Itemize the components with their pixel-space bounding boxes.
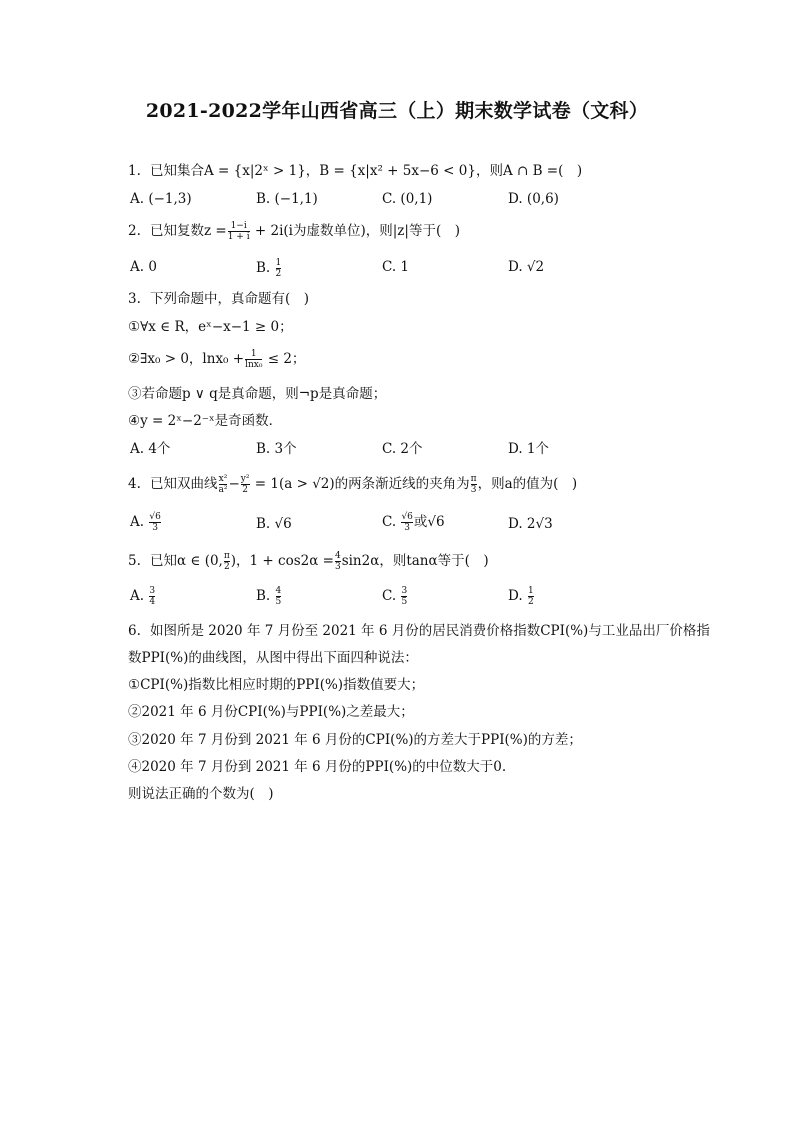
statement-4: ④2020 年 7 月份到 2021 年 6 月份的PPI(%)的中位数大于0. bbox=[128, 759, 507, 775]
option-a: A. $\frac{3}{4}$ bbox=[130, 586, 156, 607]
option-d: D. 2√3 bbox=[508, 516, 553, 532]
option-a: A. 0 bbox=[130, 259, 157, 275]
option-d: D. 1个 bbox=[508, 441, 550, 457]
question-3 bbox=[128, 290, 309, 308]
page-title: 2021-2022学年山西省高三（上）期末数学试卷（文科） bbox=[145, 100, 649, 122]
question-number: 4. bbox=[128, 476, 141, 492]
statement-1: ①∀x ∈ R，eˣ−x−1 ≥ 0； bbox=[128, 319, 293, 335]
statement-3: ③2020 年 7 月份到 2021 年 6 月份的CPI(%)的方差大于PPI(%)的方差； bbox=[128, 732, 582, 748]
statement-4: ④y = 2ˣ−2⁻ˣ是奇函数． bbox=[128, 413, 283, 429]
option-b: B. 3个 bbox=[256, 441, 297, 457]
question-5: 5. 已知α ∈ (0, $\frac{\pi}{2}$ )，1 + cos2α = $\frac{4}{3}$ sin2α，则tanα等于( ) bbox=[128, 551, 489, 572]
question-text: 下列命题中，真命题有( ) bbox=[150, 291, 310, 307]
question-number: 6. bbox=[128, 623, 141, 639]
question-1 bbox=[128, 162, 582, 180]
option-c: C. 2个 bbox=[382, 441, 423, 457]
statement-1: ①CPI(%)指数比相应时期的PPI(%)指数值要大； bbox=[128, 677, 425, 693]
question-number: 5. bbox=[128, 553, 141, 569]
option-c: C. $\frac{3}{5}$ bbox=[382, 586, 408, 607]
fraction: $\frac{1-i}{1 + i}$ bbox=[227, 221, 250, 242]
question-text: + 2i(i为虚数单位)，则|z|等于( ) bbox=[250, 223, 460, 239]
option-b: B. √6 bbox=[256, 516, 292, 532]
question-6 bbox=[128, 622, 710, 640]
statement-2: ②∃x₀ > 0，lnx₀ + $\frac{1}{\text{lnx₀}}$ ≤ 2； bbox=[128, 349, 306, 370]
option-a: A. (−1,3) bbox=[130, 191, 192, 207]
option-a: A. 4个 bbox=[130, 441, 171, 457]
question-4: 4. 已知双曲线 $\frac{\text{x²}}{\text{a²}}$ − $\frac{\text{y²}}{2}$ = 1(a > √2)的两条渐近线的夹角为 $\frac{\pi}{3}$ ，则a的值为( ) bbox=[128, 474, 578, 495]
option-a: A. $\frac{√6}{3}$ bbox=[130, 512, 161, 533]
question-text: 如图所是 2020 年 7 月份至 2021 年 6 月份的居民消费价格指数CPI(%)与工业品出厂价格指 bbox=[150, 623, 710, 639]
option-b: B. (−1,1) bbox=[256, 191, 318, 207]
question-number: 1. bbox=[128, 163, 141, 179]
option-d: D. (0,6) bbox=[508, 191, 559, 207]
option-c: C. 1 bbox=[382, 259, 410, 275]
question-number: 3. bbox=[128, 291, 141, 307]
question-text: 已知复数z = bbox=[150, 223, 227, 239]
option-b: B. $\frac{1}{2}$ bbox=[256, 258, 282, 279]
question-prompt: 则说法正确的个数为( ) bbox=[128, 786, 274, 802]
question-2 bbox=[128, 221, 460, 242]
question-number: 2. bbox=[128, 223, 141, 239]
statement-3: ③若命题p ∨ q是真命题，则¬p是真命题； bbox=[128, 386, 387, 402]
option-b: B. $\frac{4}{5}$ bbox=[256, 586, 282, 607]
option-c: C. $\frac{√6}{3}$ 或√6 bbox=[382, 512, 445, 533]
question-text: 数PPI(%)的曲线图，从图中得出下面四种说法： bbox=[128, 650, 418, 666]
statement-2: ②2021 年 6 月份CPI(%)与PPI(%)之差最大； bbox=[128, 704, 414, 720]
option-d: D. $\frac{1}{2}$ bbox=[508, 586, 534, 607]
option-d: D. √2 bbox=[508, 259, 545, 275]
option-c: C. (0,1) bbox=[382, 191, 433, 207]
question-text: 已知集合A = {x|2ˣ > 1}，B = {x|x² + 5x−6 < 0}，则A ∩ B =( ) bbox=[150, 163, 583, 179]
